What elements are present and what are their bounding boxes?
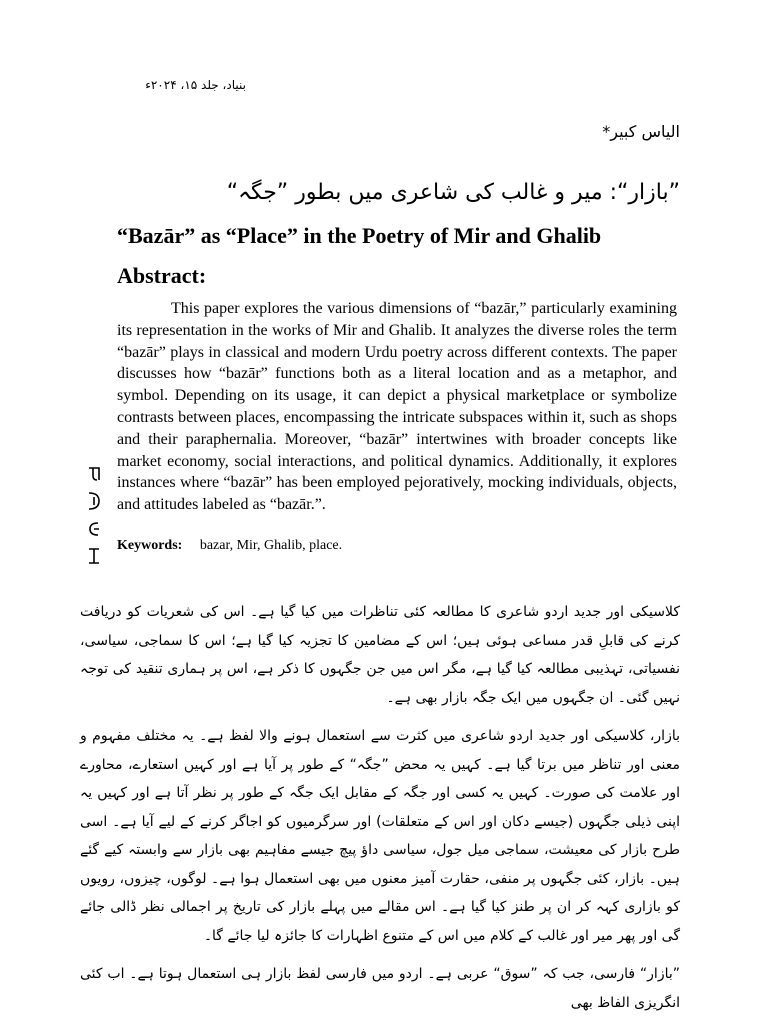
urdu-paragraph-3: ”بازار“ فارسی، جب کہ ”سوق“ عربی ہے۔ اردو میں فارسی لفظ بازار ہی استعمال ہوتا ہے۔ اب کئی انگریزی الفاظ بھی <box>80 966 680 1011</box>
author-name: الیاس کبیر* <box>602 122 680 141</box>
abstract-heading: Abstract: <box>117 263 207 288</box>
keywords-line <box>117 538 677 554</box>
urdu-paragraph-1: کلاسیکی اور جدید اردو شاعری کا مطالعہ کئی تناظرات میں کیا گیا ہے۔ اس کی شعریات کو دریافت کرنے کی قابلِ قدر مساعی ہوئی ہیں؛ اس کے مضامین کا تجزیہ کیا گیا ہے؛ اس کا سماجی، سیاسی، نفسیاتی، تہذیبی مطالعہ کیا گیا ہے، مگر اس میں جن جگہوں کا ذکر ہے، اس پر ہماری تنقید کی توجہ نہیں گئی۔ ان جگہوں میں ایک جگہ بازار بھی ہے۔ <box>80 604 680 706</box>
journal-reference: بنیاد، جلد ۱۵، ۲۰۲۴ء <box>145 78 246 92</box>
margin-glyph-3 <box>87 520 101 538</box>
title-urdu: ”بازار“: میر و غالب کی شاعری میں بطور ”جگہ“ <box>226 180 680 205</box>
margin-mark <box>84 466 104 566</box>
margin-glyph-1 <box>87 466 101 482</box>
abstract-body: This paper explores the various dimensions of “bazār,” particularly examining its representation in the works of Mir and Ghalib. It analyzes the diverse roles the term “bazār” plays in classical and modern Urdu poetry across different contexts. The paper discusses how “bazār” functions both as a literal location and as a metaphor, and symbol. Depending on its usage, it can depict a physical marketplace or symbolize contrasts between places, encompassing the intricate subspaces within it, such as shops and their paraphernalia. Moreover, “bazār” intertwines with broader concepts like market economy, social interactions, and political dynamics. Additionally, it explores instances where “bazār” has been employed pejoratively, mocking individuals, objects, and attitudes labeled as “bazār.”. <box>117 300 677 514</box>
urdu-paragraph-2: بازار، کلاسیکی اور جدید اردو شاعری میں کثرت سے استعمال ہونے والا لفظ ہے۔ یہ مختلف مفہوم و معنی اور تناظر میں برتا گیا ہے۔ کہیں یہ محض ”جگہ“ کے طور پر آیا ہے اور کہیں استعارے، محاورے اور علامت کی صورت۔ کہیں یہ کسی اور جگہ کے مقابل ایک جگہ کے طور پر نظر آتا ہے اور کہیں یہ اپنی ذیلی جگہوں (جیسے دکان اور اس کے متعلقات) اور سرگرمیوں کو اجاگر کرنے کے لیے آیا ہے۔ اسی طرح بازار کی معیشت، سماجی میل جول، سیاسی داؤ پیچ جیسے مفاہیم بھی بازار سے وابستہ کیے گئے ہیں۔ بازار، کئی جگہوں پر منفی، حقارت آمیز معنوں میں بھی استعمال ہوا ہے۔ لوگوں، چیزوں، رویوں کو بازاری کہہ کر ان پر طنز کیا گیا ہے۔ اس مقالے میں پہلے بازار کی تاریخ پر اجمالی نظر ڈالی جائے گی اور پھر میر اور غالب کے کلام میں اس کے متنوع اظہارات کا جائزہ لیا جائے گا۔ <box>80 728 680 944</box>
margin-glyph-4 <box>86 546 102 566</box>
keywords-values: bazar, Mir, Ghalib, place. <box>199 538 343 553</box>
title-english: “Bazār” as “Place” in the Poetry of Mir and Ghalib <box>117 223 602 248</box>
urdu-body-text <box>80 598 680 1017</box>
margin-glyph-2 <box>86 490 102 512</box>
keywords-label: Keywords: <box>117 538 183 553</box>
